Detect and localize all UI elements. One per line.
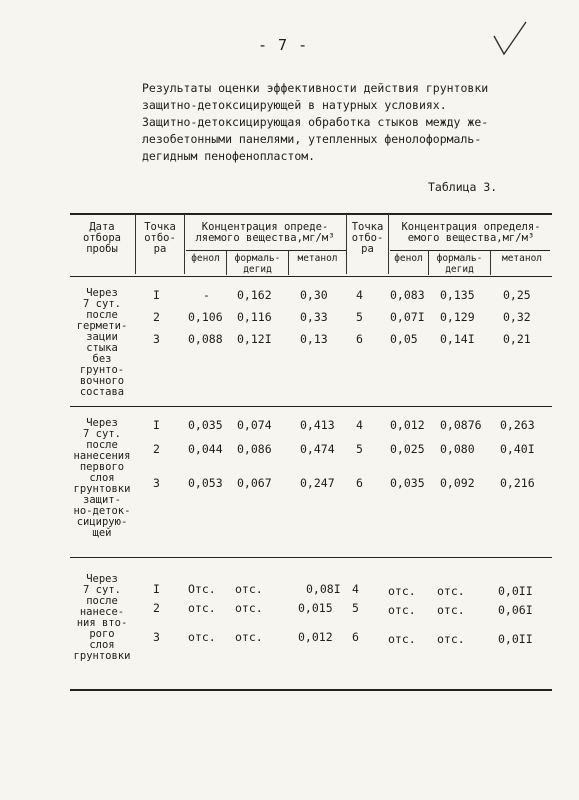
table-cell: 0,12I bbox=[237, 332, 272, 346]
heading-line: дегидным пенофенопластом. bbox=[142, 149, 316, 163]
table-cell: 0,0876 bbox=[440, 418, 482, 432]
table-cell: 0,162 bbox=[237, 288, 272, 302]
table-cell: I bbox=[153, 418, 160, 432]
table-cell: 0,216 bbox=[500, 476, 535, 490]
table-bottom-rule bbox=[70, 689, 552, 691]
subheader-rule bbox=[186, 250, 346, 251]
table-cell: отс. bbox=[437, 584, 465, 598]
subheader-rule-2 bbox=[390, 250, 550, 251]
table-cell: 5 bbox=[356, 310, 363, 324]
table-cell: 3 bbox=[153, 630, 160, 644]
checkmark-icon bbox=[490, 20, 530, 60]
group-separator-rule-2 bbox=[70, 557, 552, 558]
table-cell: отс. bbox=[388, 603, 416, 617]
table-cell: - bbox=[203, 288, 210, 302]
table-cell: 2 bbox=[153, 442, 160, 456]
table-cell: 5 bbox=[352, 601, 359, 615]
table-cell: 0,106 bbox=[188, 310, 223, 324]
sampling-condition: Через 7 сут. после нанесе- ния вто- рого слоя грунтовки bbox=[73, 573, 131, 662]
table-cell: 0,088 bbox=[188, 332, 223, 346]
table-cell: 0,0II bbox=[498, 584, 533, 598]
table-cell: 3 bbox=[153, 332, 160, 346]
table-cell: 0,015 bbox=[298, 601, 333, 615]
table-label: Таблица 3. bbox=[428, 180, 498, 194]
table-cell: 0,06I bbox=[498, 603, 533, 617]
table-cell: 4 bbox=[356, 418, 363, 432]
table-cell: отс. bbox=[388, 632, 416, 646]
heading-line: лезобетонными панелями, утепленных фенолоформаль- bbox=[142, 132, 482, 146]
table-cell: отс. bbox=[235, 630, 263, 644]
table-cell: 0,129 bbox=[440, 310, 475, 324]
table-cell: 0,0II bbox=[498, 632, 533, 646]
table-cell: 0,053 bbox=[188, 476, 223, 490]
table-cell: отс. bbox=[437, 632, 465, 646]
table-cell: 0,025 bbox=[390, 442, 425, 456]
table-cell: 0,263 bbox=[500, 418, 535, 432]
table-cell: I bbox=[153, 582, 160, 596]
table-cell: 0,413 bbox=[300, 418, 335, 432]
page-number: - 7 - bbox=[258, 36, 309, 54]
table-cell: 4 bbox=[356, 288, 363, 302]
heading-line: Результаты оценки эффективности действия грунтовки bbox=[142, 81, 489, 95]
table-cell: 0,035 bbox=[390, 476, 425, 490]
table-cell: 0,32 bbox=[503, 310, 531, 324]
table-cell: 0,074 bbox=[237, 418, 272, 432]
table-cell: 2 bbox=[153, 310, 160, 324]
table-cell: 0,247 bbox=[300, 476, 335, 490]
table-cell: 0,07I bbox=[390, 310, 425, 324]
header-methanol-2: метанол bbox=[501, 253, 543, 264]
table-cell: 0,083 bbox=[390, 288, 425, 302]
header-phenol: фенол bbox=[191, 253, 220, 264]
table-cell: 0,012 bbox=[390, 418, 425, 432]
header-formaldehyde-2: формаль- дегид bbox=[436, 253, 483, 275]
table-cell: 0,044 bbox=[188, 442, 223, 456]
table-cell: 0,21 bbox=[503, 332, 531, 346]
header-concentration-2: Концентрация определя- емого вещества,мг/м³ bbox=[401, 221, 541, 244]
document-heading bbox=[142, 80, 542, 165]
sampling-condition: Через 7 сут. после нанесения первого слоя грунтовки защит- но-деток- сицирую- щей bbox=[73, 417, 131, 539]
group-separator-rule bbox=[70, 406, 552, 407]
table-cell: отс. bbox=[188, 601, 216, 615]
heading-line: защитно-детоксицирующей в натурных условиях. bbox=[142, 98, 447, 112]
table-cell: отс. bbox=[437, 603, 465, 617]
table-cell: Отс. bbox=[188, 582, 216, 596]
table-cell: 0,474 bbox=[300, 442, 335, 456]
sampling-condition: Через 7 сут. после гермети- зации стыка без грунто- вочного состава bbox=[76, 287, 128, 398]
header-date: Дата отбора пробы bbox=[83, 221, 121, 255]
table-cell: 0,035 bbox=[188, 418, 223, 432]
table-cell: 0,13 bbox=[300, 332, 328, 346]
table-cell: 0,25 bbox=[503, 288, 531, 302]
table-cell: 0,08I bbox=[306, 582, 341, 596]
header-phenol-2: фенол bbox=[394, 253, 423, 264]
header-bottom-rule bbox=[70, 276, 552, 277]
table-cell: 0,012 bbox=[298, 630, 333, 644]
table-cell: 0,33 bbox=[300, 310, 328, 324]
table-cell: 0,05 bbox=[390, 332, 418, 346]
table-cell: I bbox=[153, 288, 160, 302]
table-cell: 5 bbox=[356, 442, 363, 456]
table-cell: 2 bbox=[153, 601, 160, 615]
table-cell: 0,14I bbox=[440, 332, 475, 346]
table-cell: отс. bbox=[235, 582, 263, 596]
table-cell: 3 bbox=[153, 476, 160, 490]
table-cell: 0,086 bbox=[237, 442, 272, 456]
table-cell: 0,092 bbox=[440, 476, 475, 490]
table-cell: отс. bbox=[188, 630, 216, 644]
table-cell: 4 bbox=[352, 582, 359, 596]
header-formaldehyde: формаль- дегид bbox=[234, 253, 281, 275]
table-cell: 0,116 bbox=[237, 310, 272, 324]
table-cell: 6 bbox=[352, 630, 359, 644]
table-cell: 0,135 bbox=[440, 288, 475, 302]
table-cell: отс. bbox=[388, 584, 416, 598]
header-point-2: Точка отбо- ра bbox=[351, 221, 384, 255]
table-top-rule bbox=[70, 213, 552, 215]
table-cell: 6 bbox=[356, 332, 363, 346]
table-cell: 6 bbox=[356, 476, 363, 490]
table-cell: 0,30 bbox=[300, 288, 328, 302]
header-concentration: Концентрация опреде- ляемого вещества,мг/м³ bbox=[195, 221, 335, 244]
table-cell: 0,080 bbox=[440, 442, 475, 456]
table-cell: 0,067 bbox=[237, 476, 272, 490]
table-cell: отс. bbox=[235, 601, 263, 615]
table-cell: 0,40I bbox=[500, 442, 535, 456]
header-methanol: метанол bbox=[297, 253, 338, 264]
heading-line: Защитно-детоксицирующая обработка стыков между же- bbox=[142, 115, 489, 129]
header-point: Точка отбо- ра bbox=[144, 221, 176, 255]
